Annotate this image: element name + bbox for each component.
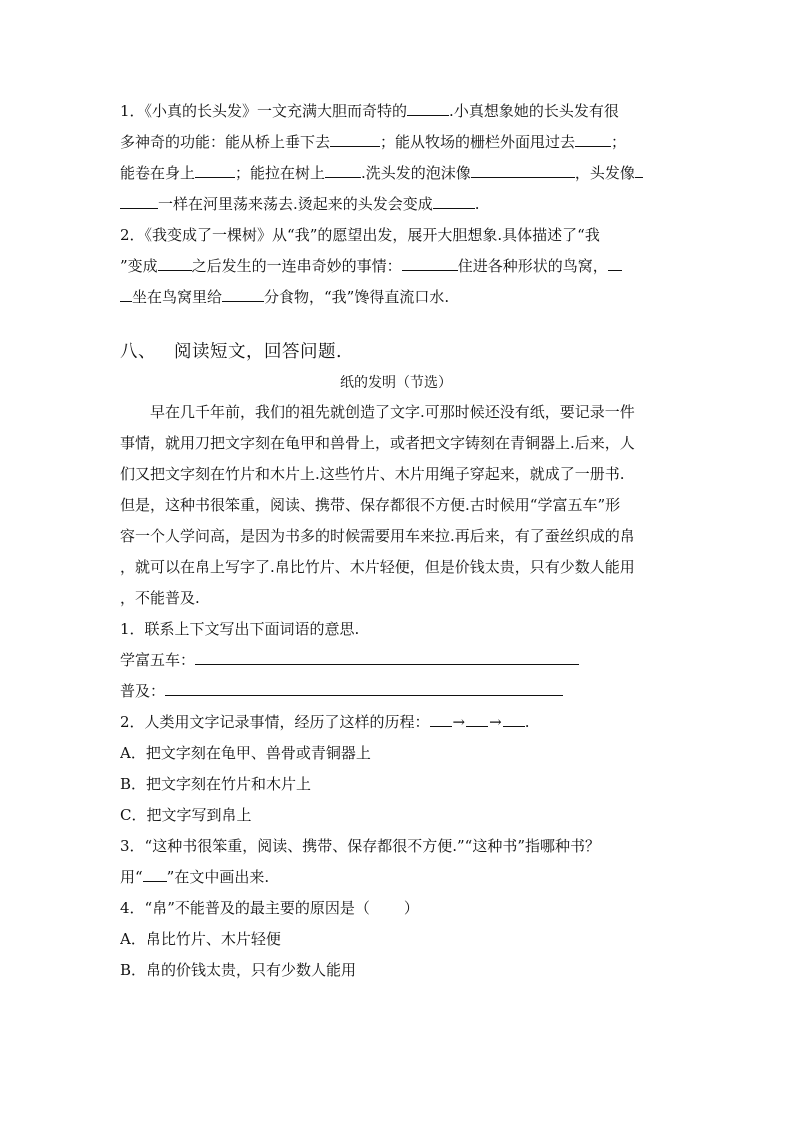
q2-text: 分食物，“我”馋得直流口水. — [264, 288, 450, 306]
q1-text: . — [474, 195, 480, 213]
answer-blank[interactable] — [471, 159, 575, 178]
q1-line-2 — [120, 127, 672, 158]
question-3-text: 用“ — [120, 868, 143, 886]
q1-text: 能卷在身上 — [120, 164, 196, 182]
question-1 — [120, 614, 672, 707]
answer-blank[interactable] — [120, 190, 158, 209]
section-heading — [120, 335, 672, 369]
term-label: 普及： — [120, 682, 166, 700]
answer-blank[interactable] — [608, 252, 622, 271]
question-2 — [120, 707, 672, 831]
question-4 — [120, 893, 672, 986]
passage-line: 容一个人学问高，是因为书多的时候需要用车来拉.再后来，有了蚕丝织成的帛 — [120, 527, 635, 545]
q1-text: ；能从牧场的栅栏外面甩过去 — [380, 133, 576, 151]
question-2-prompt — [120, 707, 672, 738]
q1-text: 一样在河里荡来荡去.烫起来的头发会变成 — [158, 195, 433, 213]
passage-line: 事情，就用刀把文字刻在龟甲和兽骨上，或者把文字铸刻在青铜器上.后来，人 — [120, 434, 635, 452]
passage-line: 早在几千年前，我们的祖先就创造了文字.可那时候还没有纸，要记录一件 — [150, 403, 635, 421]
question-2-end: . — [524, 713, 530, 731]
answer-blank[interactable] — [433, 190, 475, 209]
q1-text: 多神奇的功能：能从桥上垂下去 — [120, 133, 331, 151]
fill-in-question-2 — [120, 220, 672, 313]
q2-text: 坐在鸟窝里给 — [132, 288, 223, 306]
question-2-text: 2．人类用文字记录事情，经历了这样的历程： — [120, 713, 430, 731]
question-3 — [120, 831, 672, 893]
question-4-text: 4．“帛”不能普及的最主要的原因是（ — [120, 899, 370, 917]
passage-line: 但是，这种书很笨重，阅读、携带、保存都很不方便.古时候用“学富五车”形 — [120, 496, 621, 514]
q1-line-1 — [120, 96, 672, 127]
term-label: 学富五车： — [120, 651, 196, 669]
q1-text: 1．《小真的长头发》一文充满大胆而奇特的 — [120, 102, 408, 120]
answer-blank[interactable] — [503, 708, 525, 727]
arrow-icon: → — [452, 713, 466, 731]
question-4-text: ） — [403, 899, 419, 917]
q1-text: ； — [611, 133, 627, 151]
question-4-prompt — [120, 893, 672, 924]
passage-line: 们又把文字刻在竹片和木片上.这些竹片、木片用绳子穿起来，就成了一册书. — [120, 465, 625, 483]
arrow-icon: → — [489, 713, 502, 731]
answer-blank[interactable] — [402, 252, 458, 271]
worksheet-content — [120, 96, 672, 986]
passage-line: ，不能普及. — [120, 589, 200, 607]
question-1-prompt: 1．联系上下文写出下面词语的意思. — [120, 620, 360, 638]
option-a: A．帛比竹片、木片轻便 — [120, 930, 281, 948]
q1-text: .小真想象她的长头发有很 — [449, 102, 619, 120]
passage-body — [120, 397, 672, 614]
answer-blank[interactable] — [195, 159, 235, 178]
q2-text: 之后发生的一连串奇妙的事情： — [191, 257, 402, 275]
question-3-line-2 — [120, 862, 672, 893]
q2-line-1 — [120, 220, 672, 251]
question-3-text: ”在文中画出来. — [166, 868, 270, 886]
q2-line-2 — [120, 251, 672, 282]
q1-text: ，头发像 — [574, 164, 635, 182]
answer-blank[interactable] — [430, 708, 452, 727]
passage-title: 纸的发明（节选） — [340, 375, 452, 391]
answer-blank[interactable] — [635, 159, 643, 178]
fill-in-question-1 — [120, 96, 672, 220]
answer-line[interactable] — [165, 677, 563, 696]
passage-line: ，就可以在帛上写字了.帛比竹片、木片轻便，但是价钱太贵，只有少数人能用 — [120, 558, 635, 576]
option-b: B．帛的价钱太贵，只有少数人能用 — [120, 961, 357, 979]
answer-blank[interactable] — [158, 252, 192, 271]
q2-text: 2．《我变成了一棵树》从“我”的愿望出发，展开大胆想象.具体描述了“我 — [120, 226, 600, 244]
q1-line-3 — [120, 158, 672, 189]
option-c: C．把文字写到帛上 — [120, 806, 252, 824]
q1-text: .洗头发的泡沫像 — [361, 164, 471, 182]
answer-blank[interactable] — [120, 283, 132, 302]
question-1-item — [120, 676, 672, 707]
answer-blank[interactable] — [575, 128, 611, 147]
section-number: 八、 — [120, 342, 156, 362]
answer-blank[interactable] — [325, 159, 361, 178]
answer-blank[interactable] — [222, 283, 264, 302]
option-a: A．把文字刻在龟甲、兽骨或青铜器上 — [120, 744, 371, 762]
answer-blank[interactable] — [407, 97, 449, 116]
answer-blank[interactable] — [466, 708, 488, 727]
q2-line-3 — [120, 282, 672, 313]
question-3-line-1: 3．“这种书很笨重，阅读、携带、保存都很不方便.”“这种书”指哪种书？ — [120, 837, 600, 855]
option-b: B．把文字刻在竹片和木片上 — [120, 775, 312, 793]
question-1-item — [120, 645, 672, 676]
section-title: 阅读短文，回答问题. — [174, 342, 343, 362]
q2-text: ”变成 — [120, 257, 158, 275]
q1-text: ；能拉在树上 — [235, 164, 326, 182]
answer-line[interactable] — [195, 646, 579, 665]
underline-mark — [143, 863, 167, 882]
q1-line-4 — [120, 189, 672, 220]
answer-blank[interactable] — [330, 128, 380, 147]
q2-text: 住进各种形状的鸟窝， — [457, 257, 608, 275]
